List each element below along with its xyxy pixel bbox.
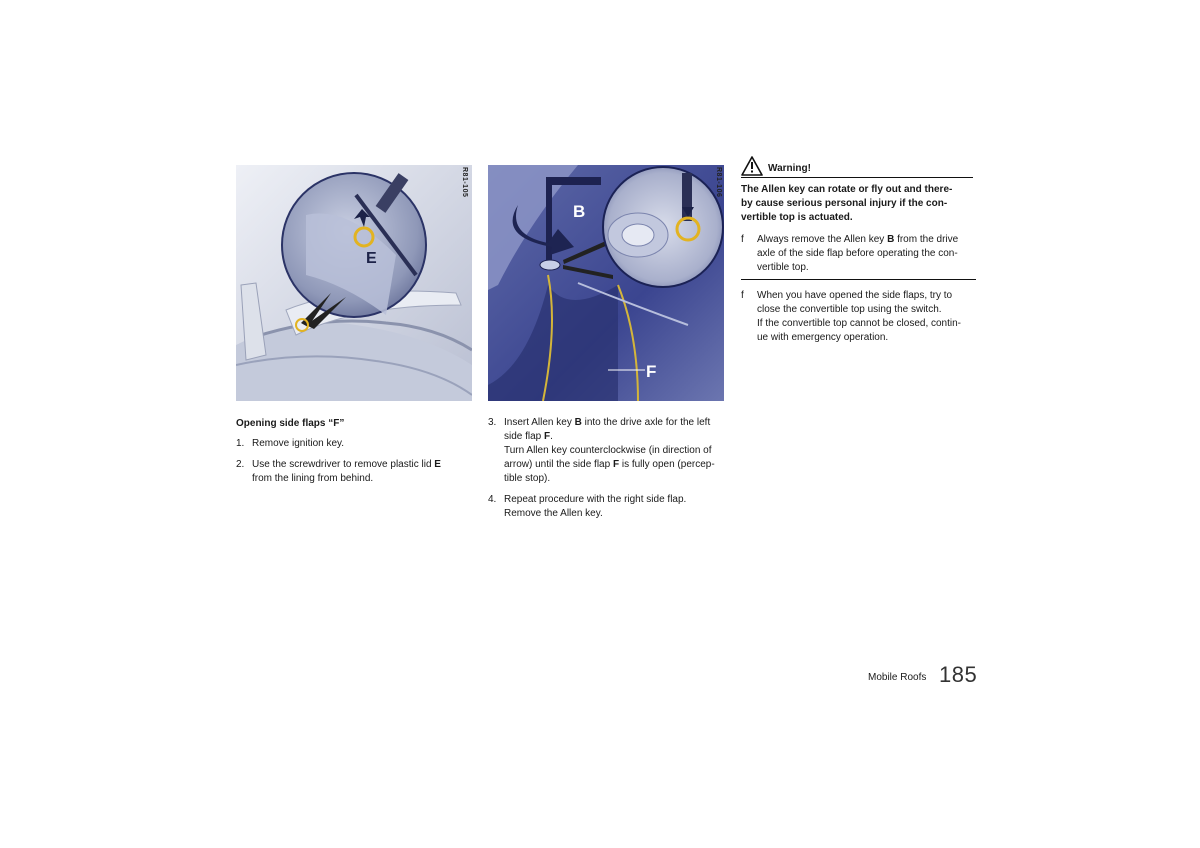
figure-allen-key-illustration: [488, 165, 724, 401]
item-text-line: ue with emergency operation.: [757, 332, 889, 343]
step-text: Remove ignition key.: [252, 438, 345, 449]
step-4: [488, 493, 728, 521]
step-text-line: side flap F.: [504, 431, 553, 442]
figure-code: R81-105: [461, 167, 468, 198]
section-name: Mobile Roofs: [868, 672, 927, 683]
figure-callout-e: E: [366, 250, 377, 267]
step-text-line: tible stop).: [504, 473, 551, 484]
warning-item-1: [741, 233, 981, 275]
figure-code: R81-106: [715, 167, 722, 198]
step-text-line: Repeat procedure with the right side flap.: [504, 494, 687, 505]
figure-callout-b: B: [573, 202, 586, 221]
info-item-2: [741, 289, 981, 345]
step-text-line: Insert Allen key B into the drive axle for the left: [504, 417, 711, 428]
step-number: 4.: [488, 494, 497, 505]
page-number: 185: [939, 662, 978, 687]
step-text-line: Remove the Allen key.: [504, 508, 603, 519]
warning-text: The Allen key can rotate or fly out and there- by cause serious personal injury if the con- vertible top is actuated.: [741, 184, 953, 223]
bullet: f: [741, 234, 744, 245]
item-text-line: vertible top.: [757, 262, 809, 273]
figure-allen-key: [488, 165, 724, 401]
item-text-line: Always remove the Allen key B from the drive: [757, 234, 959, 245]
step-text-line: Turn Allen key counterclockwise (in direction of: [504, 445, 712, 456]
step-number: 2.: [236, 459, 245, 470]
step-2: [236, 458, 472, 486]
item-text-line: When you have opened the side flaps, try to: [757, 290, 953, 301]
step-number: 3.: [488, 417, 497, 428]
item-text-line: If the convertible top cannot be closed, contin-: [757, 318, 962, 329]
step-text-line: arrow) until the side flap F is fully open (percep-: [504, 459, 715, 470]
figure-side-flap-lid-illustration: [236, 165, 472, 401]
warning-icon: [741, 156, 763, 176]
warning-title: Warning!: [768, 163, 811, 174]
figure-callout-f: F: [646, 362, 657, 381]
step-1: [236, 437, 472, 451]
warning-top-rule: [741, 177, 973, 178]
step-number: 1.: [236, 438, 245, 449]
step-text-line: Use the screwdriver to remove plastic lid E: [252, 459, 441, 470]
step-text-line: from the lining from behind.: [252, 473, 374, 484]
item-text-line: close the convertible top using the switch.: [757, 304, 942, 315]
step-3: [488, 416, 728, 486]
warning-bottom-rule: [741, 279, 976, 280]
section-heading: Opening side flaps “F”: [236, 418, 345, 429]
item-text-line: axle of the side flap before operating the con-: [757, 248, 958, 259]
figure-side-flap-lid: [236, 165, 472, 401]
bullet: f: [741, 290, 744, 301]
